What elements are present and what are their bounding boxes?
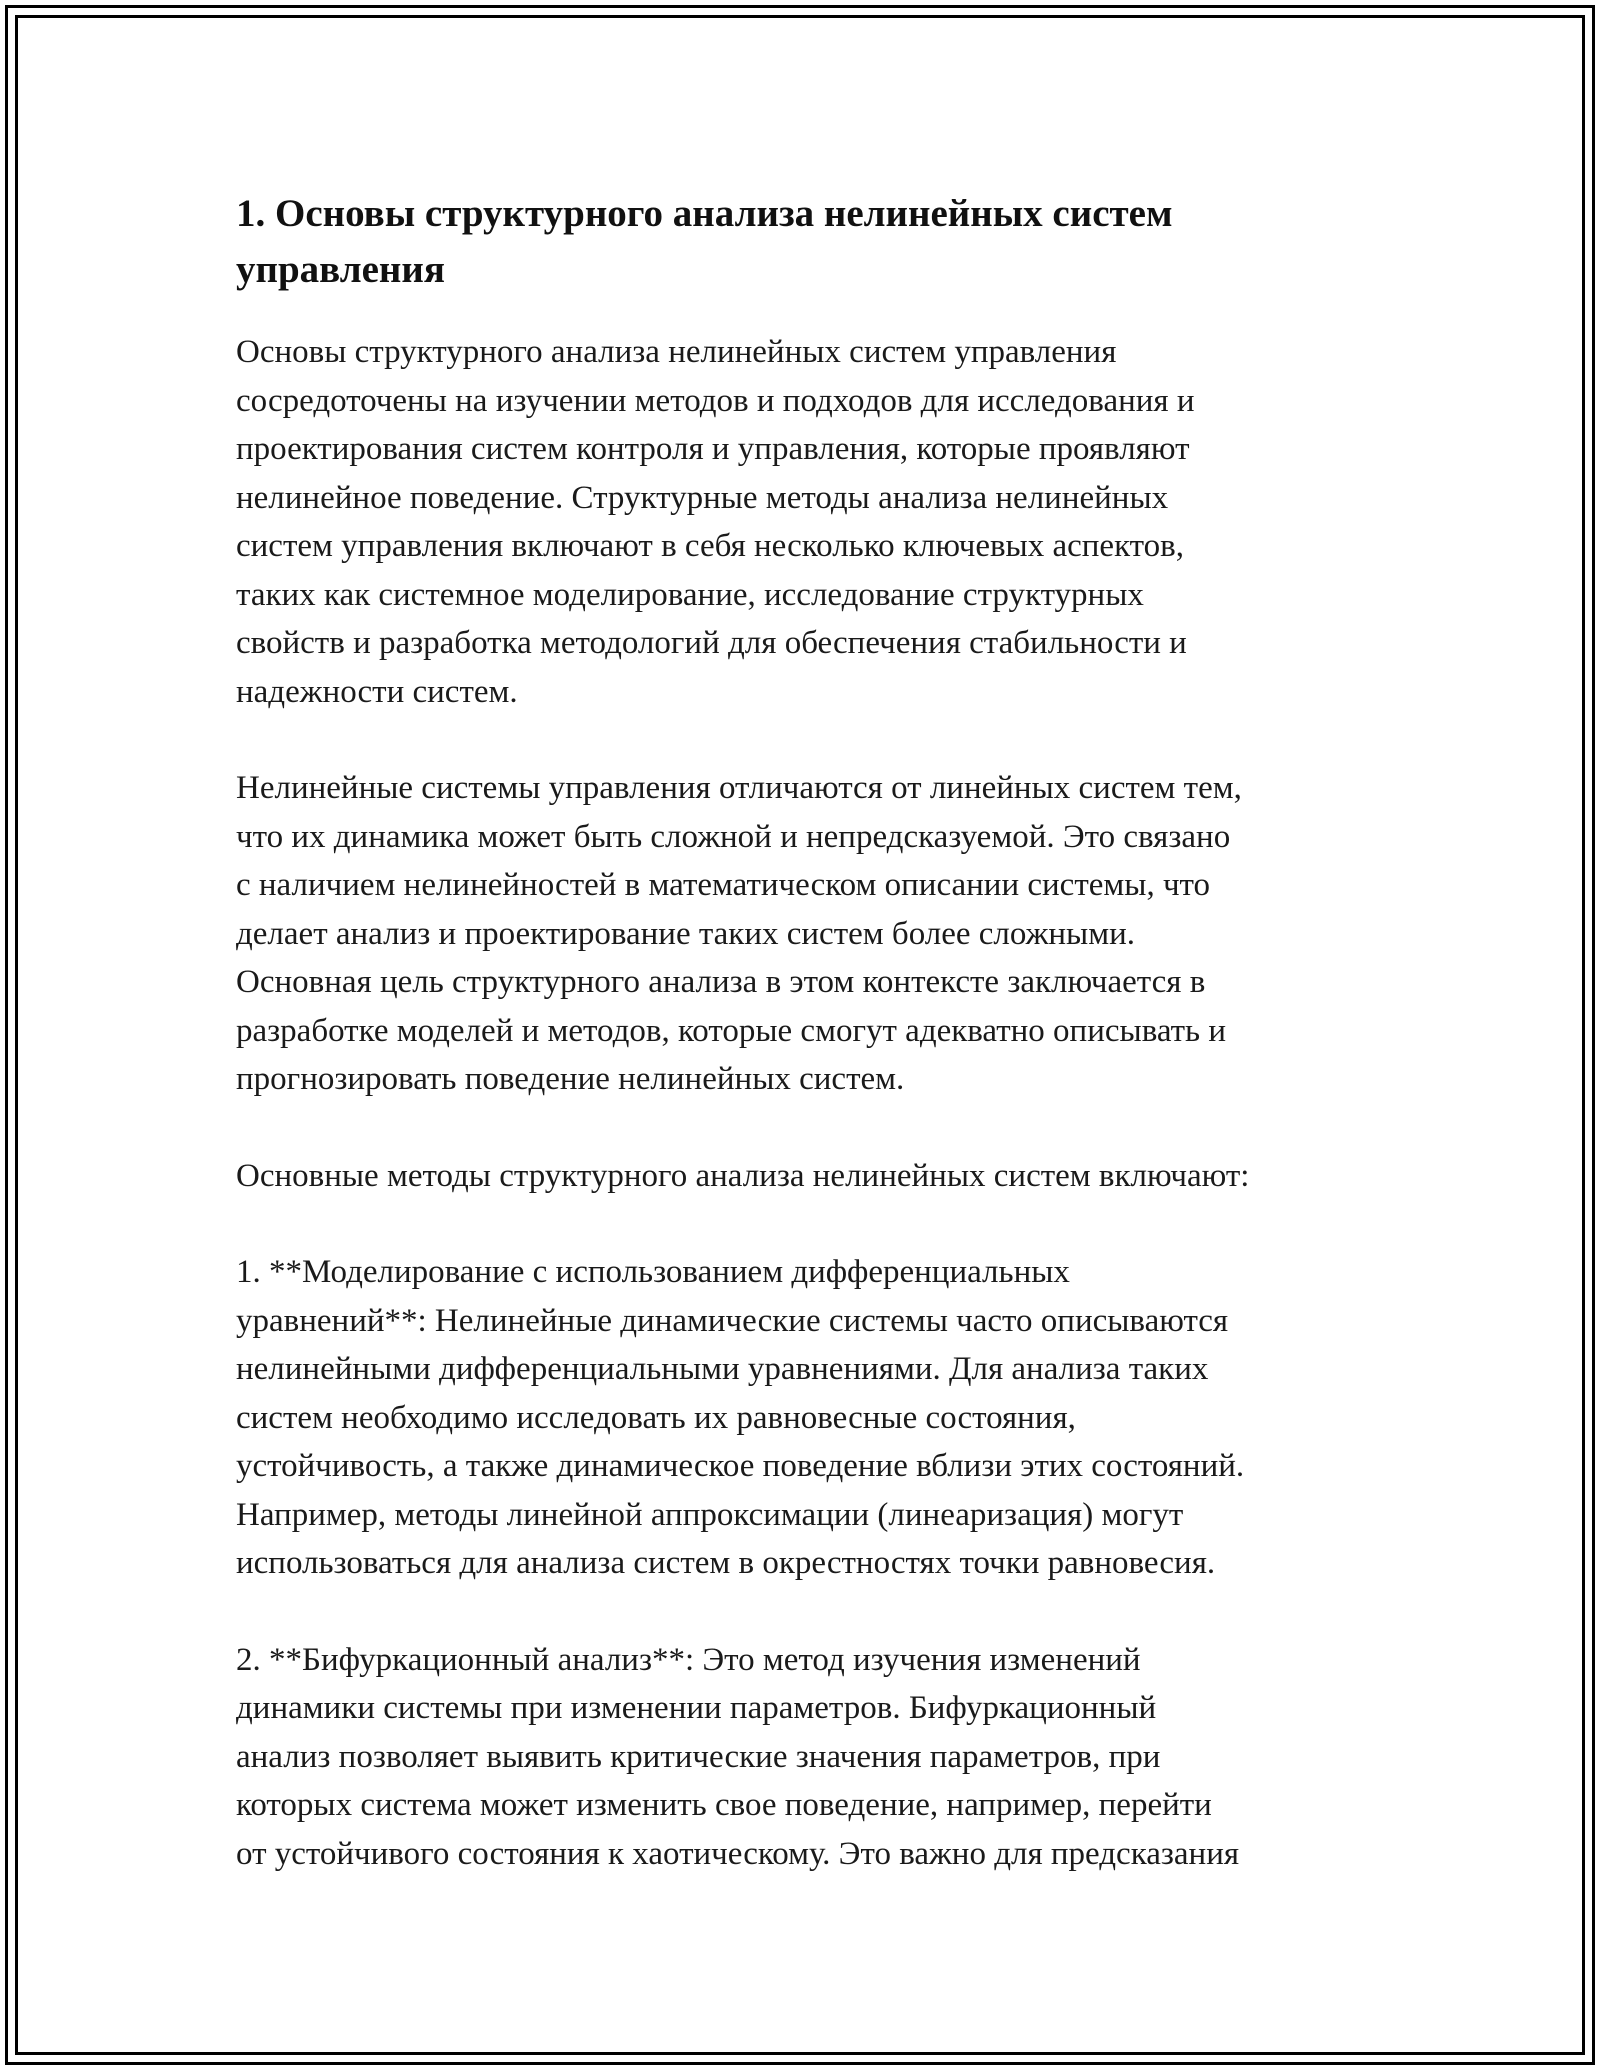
text-line: Нелинейные системы управления отличаются от линейных систем тем, [236, 770, 1242, 806]
text-line: прогнозировать поведение нелинейных систем. [236, 1061, 905, 1097]
text-line: свойств и разработка методологий для обеспечения стабильности и [236, 625, 1187, 661]
list-item-differential-equations [236, 1248, 1376, 1588]
text-line: динамики системы при изменении параметров. Бифуркационный [236, 1690, 1157, 1726]
list-item-bifurcation-analysis [236, 1636, 1376, 1879]
text-line: что их динамика может быть сложной и непредсказуемой. Это связано [236, 818, 1231, 855]
text-line: 2. **Бифуркационный анализ**: Это метод изучения изменений [236, 1641, 1141, 1678]
text-line: Например, методы линейной аппроксимации (линеаризация) могут [236, 1496, 1184, 1533]
text-line: с наличием нелинейностей в математическом описании системы, что [236, 867, 1211, 903]
text-line: уравнений**: Нелинейные динамические системы часто описываются [236, 1302, 1229, 1339]
text-line: сосредоточены на изучении методов и подходов для исследования и [236, 382, 1195, 419]
text-line: нелинейное поведение. Структурные методы анализа нелинейных [236, 479, 1169, 516]
paragraph-nonlinear-systems [236, 764, 1376, 1104]
text-line: использоваться для анализа систем в окрестностях точки равновесия. [236, 1545, 1216, 1581]
section-heading [236, 186, 1376, 298]
text-line: разработке моделей и методов, которые смогут адекватно описывать и [236, 1012, 1227, 1049]
text-line: устойчивость, а также динамическое поведение вблизи этих состояний. [236, 1448, 1245, 1484]
text-line: делает анализ и проектирование таких систем более сложными. [236, 915, 1135, 952]
paragraph-intro [236, 328, 1376, 716]
text-line: нелинейными дифференциальными уравнениями. Для анализа таких [236, 1351, 1209, 1387]
heading-line: управления [236, 248, 445, 291]
text-line: проектирования систем контроля и управления, которые проявляют [236, 431, 1190, 467]
text-line: которых система может изменить свое поведение, например, перейти [236, 1787, 1212, 1823]
text-line: систем необходимо исследовать их равновесные состояния, [236, 1399, 1076, 1436]
text-line: таких как системное моделирование, исследование структурных [236, 576, 1144, 613]
text-line: надежности систем. [236, 673, 518, 710]
text-line: Основные методы структурного анализа нелинейных систем включают: [236, 1157, 1250, 1194]
paragraph-methods-intro [236, 1152, 1376, 1201]
document-body [236, 186, 1376, 1926]
text-line: систем управления включают в себя несколько ключевых аспектов, [236, 528, 1184, 564]
text-line: от устойчивого состояния к хаотическому. Это важно для предсказания [236, 1835, 1240, 1872]
text-line: Основная цель структурного анализа в этом контексте заключается в [236, 964, 1206, 1000]
text-line: анализ позволяет выявить критические значения параметров, при [236, 1738, 1161, 1775]
text-line: Основы структурного анализа нелинейных систем управления [236, 334, 1117, 370]
heading-line: 1. Основы структурного анализа нелинейных систем [236, 192, 1173, 235]
text-line: 1. **Моделирование с использованием дифференциальных [236, 1254, 1070, 1290]
